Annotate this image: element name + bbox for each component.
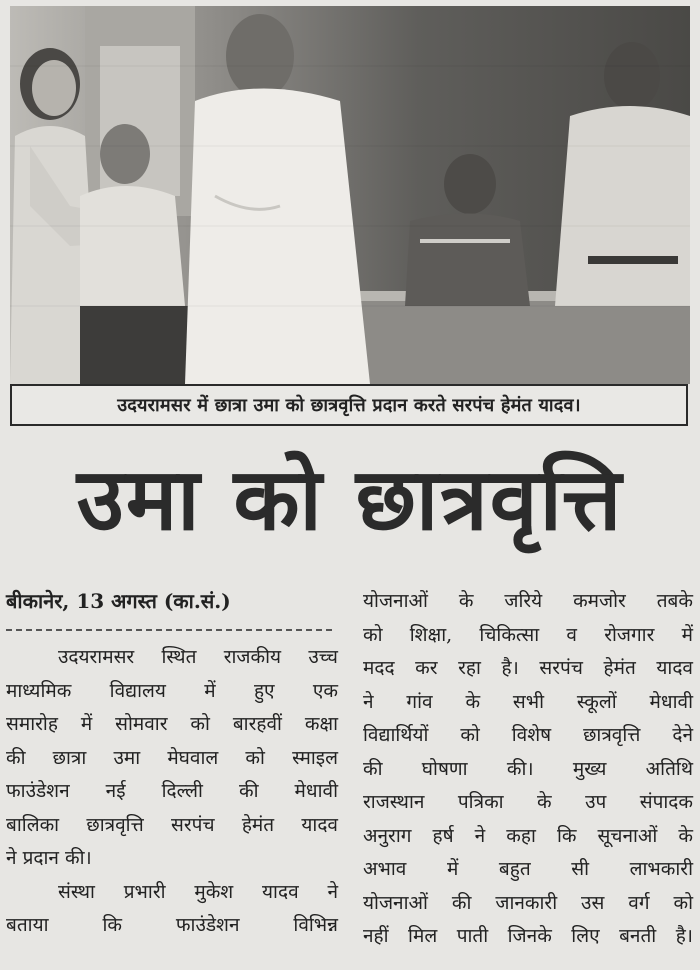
photo-caption: उदयरामसर में छात्रा उमा को छात्रवृत्ति प्रदान करते सरपंच हेमंत यादव। xyxy=(10,384,688,426)
text-line: की घोषणा की। मुख्य अतिथि xyxy=(363,757,693,780)
text-line: अनुराग हर्ष ने कहा कि सूचनाओं के xyxy=(363,824,693,847)
text-line: संस्था प्रभारी मुकेश यादव ने xyxy=(58,880,338,903)
text-line: ने गांव के सभी स्कूलों मेधावी xyxy=(363,690,693,713)
text-line: राजस्थान पत्रिका के उप संपादक xyxy=(363,791,693,813)
news-photo xyxy=(10,6,690,384)
text-line: नहीं मिल पाती जिनके लिए बनती है। xyxy=(363,925,693,947)
article-column-left xyxy=(6,585,338,943)
text-line: की छात्रा उमा मेघवाल को स्माइल xyxy=(6,746,338,769)
dateline: बीकानेर, 13 अगस्त (का.सं.) xyxy=(6,589,231,613)
headline: उमा को छात्रवृत्ति xyxy=(76,450,624,550)
text-line: बालिका छात्रवृत्ति सरपंच हेमंत यादव xyxy=(6,813,338,836)
text-line: समारोह में सोमवार को बारहवीं कक्षा xyxy=(6,713,338,735)
article-column-right xyxy=(363,585,693,954)
text-line: माध्यमिक विद्यालय में हुए एक xyxy=(6,679,338,702)
text-line: फाउंडेशन नई दिल्ली की मेधावी xyxy=(6,780,338,802)
paragraph-1 xyxy=(6,641,338,876)
text-line: को शिक्षा, चिकित्सा व रोजगार में xyxy=(363,623,693,646)
text-line: बताया कि फाउंडेशन विभिन्न xyxy=(6,914,338,936)
photo-illustration xyxy=(10,6,690,384)
dashed-divider xyxy=(6,619,332,631)
text-line: उदयरामसर स्थित राजकीय उच्च xyxy=(58,646,338,668)
text-line: योजनाओं के जरिये कमजोर तबके xyxy=(363,590,693,612)
paragraph-2 xyxy=(6,876,338,943)
text-line: अभाव में बहुत सी लाभकारी xyxy=(363,858,693,880)
text-line: मदद कर रहा है। सरपंच हेमंत यादव xyxy=(363,657,693,679)
text-line: योजनाओं की जानकारी उस वर्ग को xyxy=(363,891,693,914)
text-line: ने प्रदान की। xyxy=(6,847,92,869)
text-line: विद्यार्थियों को विशेष छात्रवृत्ति देने xyxy=(363,724,693,746)
